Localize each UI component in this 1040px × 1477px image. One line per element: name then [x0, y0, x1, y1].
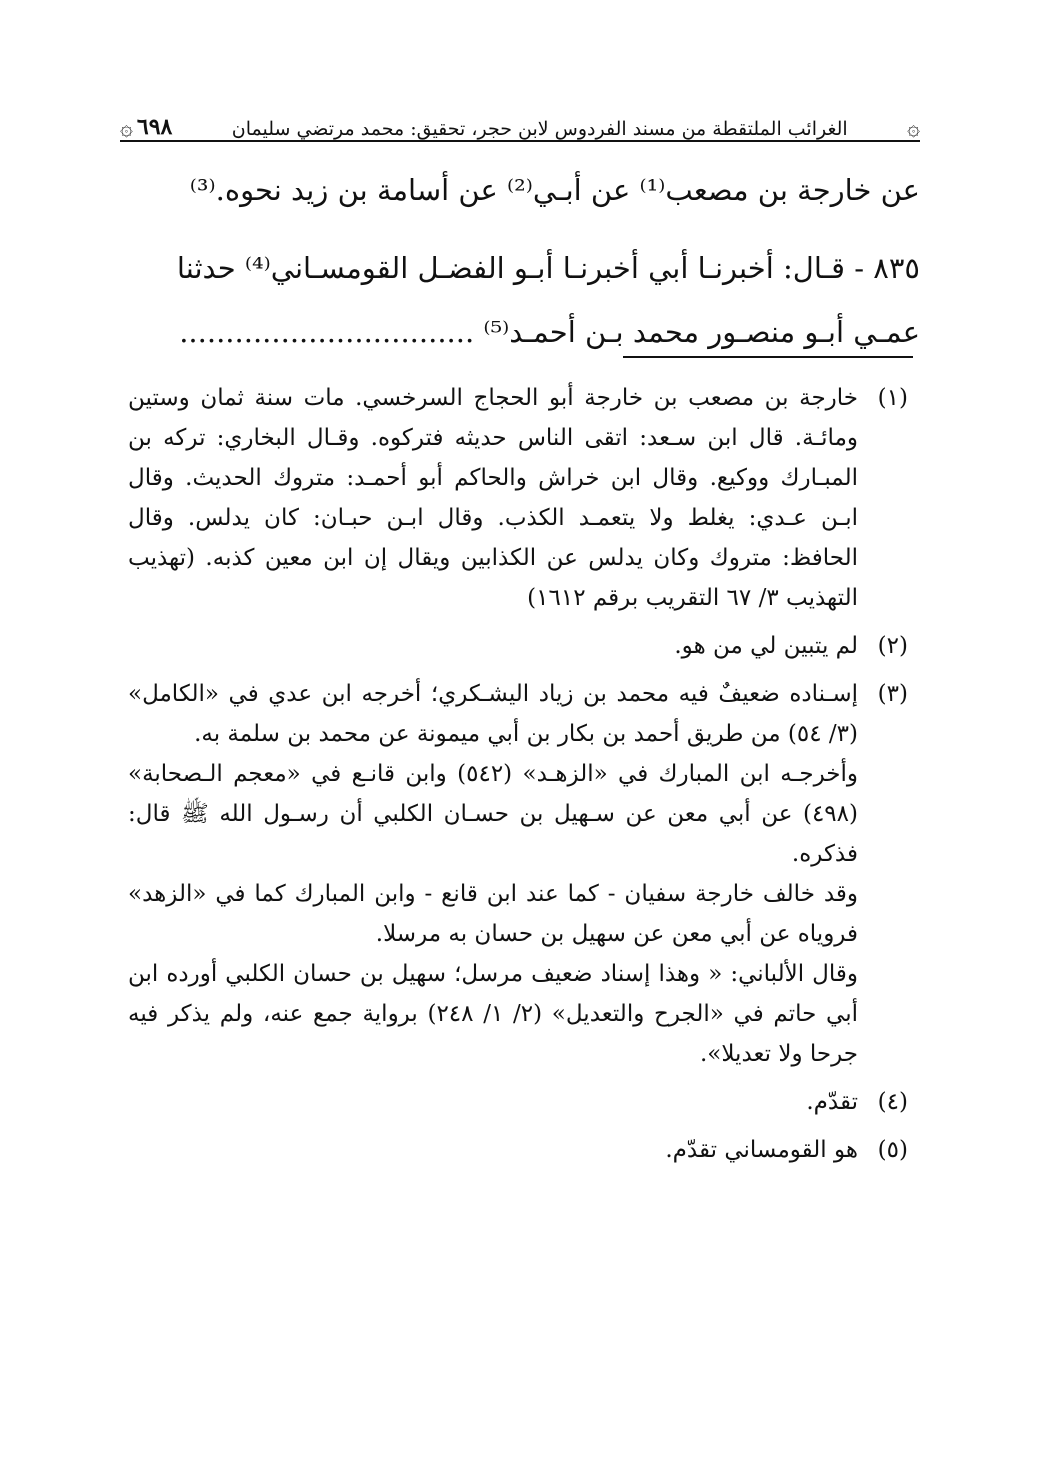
footnote-body: [128, 626, 858, 666]
main-line: عن خارجة بن مصعب⁽¹⁾ عن أبـي⁽²⁾ عن أسامة بن زيد نحوه.⁽³⁾: [189, 173, 920, 207]
footnote: [128, 1130, 908, 1170]
footnote: [128, 674, 908, 1074]
main-line: عمـي أبـو منصـور محمد بـن أحمـد⁽⁵⁾ ................................: [179, 315, 920, 349]
footnote-paragraph: تقدّم.: [806, 1089, 858, 1115]
footnote-number: (٣): [877, 681, 908, 707]
footnote-number: (٥): [877, 1137, 908, 1163]
footnote: [128, 1082, 908, 1122]
footnote-paragraph: وقال الألباني: « وهذا إسناد ضعيف مرسل؛ سهيل بن حسان الكلبي أورده ابن أبي حاتم في «الجرح والتعديل» (٢/ ١/ ٢٤٨) برواية جمع عنه، ولم يذكر فيه جرحا ولا تعديلا».: [128, 961, 859, 1067]
footnotes: [128, 378, 908, 1178]
footnote-number: (١): [877, 385, 908, 411]
footnote-paragraph: إسـناده ضعيفٌ فيه محمد بن زياد اليشـكري؛ أخرجه ابن عدي في «الكامل» (٣/ ٥٤) من طريق أحمد بن بكار بن أبي ميمونة عن محمد بن سلمة به.: [128, 681, 858, 747]
footnote-paragraph: لم يتبين لي من هو.: [674, 633, 858, 659]
footnote-paragraph: هو القومساني تقدّم.: [665, 1137, 858, 1163]
footnote-paragraph: وأخرجـه ابن المبارك في «الزهـد» (٥٤٢) وابن قانـع في «معجم الـصحابة» (٤٩٨) عن أبي معن عن سـهيل بن حسـان الكلبي أن رسـول الله ﷺ قال: فذكره.: [128, 761, 858, 867]
footnote-paragraph: خارجة بن مصعب بن خارجة أبو الحجاج السرخسي. مات سنة ثمان وستين ومائـة. قال ابن سـعد: اتقى الناس حديثه فتركوه. وقـال البخاري: تركه بن المبـارك ووكيع. وقال ابن خراش والحاكم أبو أحمـد: متروك الحديث. وقال ابـن عـدي: يغلط ولا يتعمـد الكذب. وقال ابـن حبـان: كان يدلس. وقال الحافظ: متروك وكان يدلس عن الكذابين ويقال إن ابن معين كذبه. (تهذيب التهذيب ٣/ ٦٧ التقريب برقم ١٦١٢): [128, 385, 858, 611]
footnote-body: [128, 1082, 858, 1122]
footnote-separator: [623, 356, 913, 358]
ornament-icon: ۞: [907, 116, 920, 141]
running-header: [120, 100, 920, 142]
ornament-icon: ۞: [120, 116, 133, 141]
footnote-paragraph: وقد خالف خارجة سفيان - كما عند ابن قانع - وابن المبارك كما في «الزهد» فروياه عن أبي معن عن سهيل بن حسان به مرسلا.: [128, 881, 858, 947]
footnote-body: [128, 674, 858, 1074]
running-title: الغرائب الملتقطة من مسند الفردوس لابن حجر، تحقيق: محمد مرتضي سليمان: [231, 118, 848, 140]
footnote: [128, 378, 908, 618]
footnote-body: [128, 1130, 858, 1170]
main-text: [120, 158, 920, 364]
footnote-number: (٢): [877, 633, 908, 659]
main-line: ٨٣٥ - قـال: أخبرنـا أبي أخبرنـا أبـو الفضـل القومسـاني⁽⁴⁾ حدثنا: [176, 251, 920, 285]
footnote-body: [128, 378, 858, 618]
footnote: [128, 626, 908, 666]
page-number: ٦٩٨: [136, 114, 173, 140]
footnote-number: (٤): [877, 1089, 908, 1115]
